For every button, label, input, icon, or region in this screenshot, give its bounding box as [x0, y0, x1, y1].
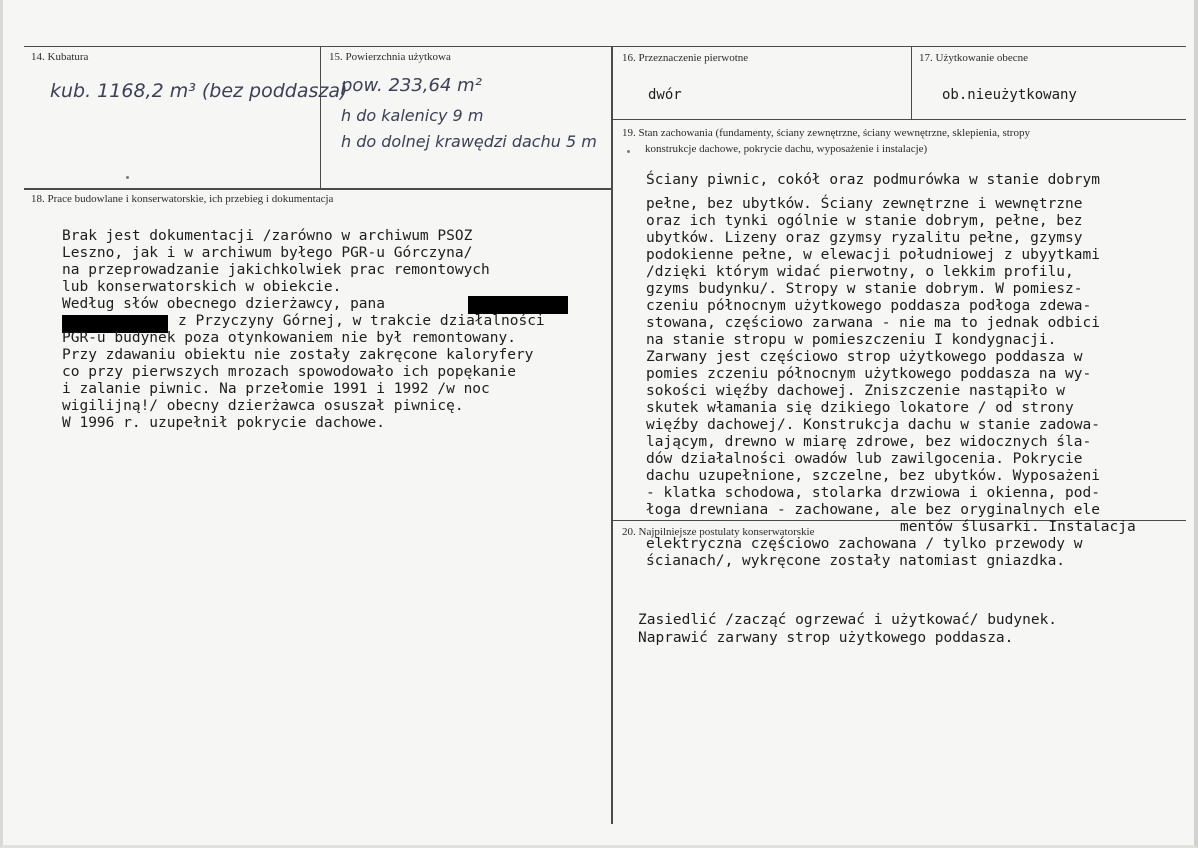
stan-line-4: ubytków. Lizeny oraz gzymsy ryzalitu pełne, gzymsy	[646, 230, 1083, 246]
stan-line-11: Zarwany jest częściowo strop użytkowego poddasza w	[646, 349, 1083, 365]
field-19-label-line1: 19. Stan zachowania (fundamenty, ściany zewnętrzne, ściany wewnętrzne, sklepienia, stropy	[622, 127, 1030, 139]
stan-line-23: ścianach/, wykręcone zostały natomiast gniazdka.	[646, 553, 1066, 569]
stan-line-7: gzyms budynku/. Stropy w stanie dobrym. W pomiesz-	[646, 281, 1083, 297]
rule-top	[24, 46, 1186, 47]
prace-line-6: z Przyczyny Górnej, w trakcie działalności	[178, 313, 545, 329]
paper-speck	[126, 176, 129, 179]
stan-line-17: dów działalności owadów lub zawilgocenia. Pokrycie	[646, 451, 1083, 467]
stan-line-2: pełne, bez ubytków. Ściany zewnętrzne i wewnętrzne	[646, 196, 1083, 212]
uzytkowanie-value: ob.nieużytkowany	[942, 87, 1077, 103]
stan-line-5: podokienne pełne, w elewacji południowej z ubyytkami	[646, 247, 1100, 263]
prace-line-3: na przeprowadzanie jakichkolwiek prac remontowych	[62, 262, 490, 278]
kubatura-value: kub. 1168,2 m³ (bez poddasza)	[50, 80, 348, 102]
powierzchnia-line-3: h do dolnej krawędzi dachu 5 m	[341, 132, 597, 151]
przeznaczenie-value: dwór	[648, 87, 682, 103]
stan-line-12: pomies zczeniu północnym użytkowego poddasza na wy-	[646, 366, 1092, 382]
stan-line-1: Ściany piwnic, cokół oraz podmurówka w stanie dobrym	[646, 172, 1100, 188]
prace-line-8: Przy zdawaniu obiektu nie zostały zakręcone kaloryfery	[62, 347, 534, 363]
stan-line-18: dachu uzupełnione, szczelne, bez ubytków. Wyposażeni	[646, 468, 1100, 484]
stan-line-16: lającym, drewno w miarę zdrowe, bez widocznych śla-	[646, 434, 1092, 450]
stan-line-3: oraz ich tynki ogólnie w stanie dobrym, pełne, bez	[646, 213, 1083, 229]
prace-line-1: Brak jest dokumentacji /zarówno w archiwum PSOZ	[62, 228, 473, 244]
powierzchnia-line-1: pow. 233,64 m²	[341, 75, 482, 96]
rule-below-16-17	[612, 119, 1186, 120]
prace-line-12: W 1996 r. uzupełnił pokrycie dachowe.	[62, 415, 386, 431]
stan-line-22: elektryczna częściowo zachowana / tylko przewody w	[646, 536, 1083, 552]
stan-line-14: skutek włamania się dzikiego lokatore / od strony	[646, 400, 1074, 416]
field-19-label-line2: konstrukcje dachowe, pokrycie dachu, wyposażenie i instalacje)	[645, 143, 928, 155]
stan-line-15: więźby dachowej/. Konstrukcja dachu w stanie zadowa-	[646, 417, 1100, 433]
stan-line-21: mentów ślusarki. Instalacja	[900, 519, 1136, 535]
prace-line-5: Według słów obecnego dzierżawcy, pana	[62, 296, 386, 312]
field-15-label: 15. Powierzchnia użytkowa	[329, 51, 451, 63]
stan-line-9: stowana, częściowo zarwana - nie ma to jednak odbici	[646, 315, 1100, 331]
rule-divider-14-15	[320, 46, 321, 188]
field-14-label: 14. Kubatura	[31, 51, 89, 63]
powierzchnia-line-2: h do kalenicy 9 m	[341, 106, 484, 125]
field-18-label: 18. Prace budowlane i konserwatorskie, ich przebieg i dokumentacja	[31, 193, 334, 205]
prace-line-2: Leszno, jak i w archiwum byłego PGR-u Górczyna/	[62, 245, 473, 261]
prace-line-4: lub konserwatorskich w obiekcie.	[62, 279, 342, 295]
stan-line-19: - klatka schodowa, stolarka drzwiowa i okienna, pod-	[646, 485, 1100, 501]
stan-line-13: sokości więźby dachowej. Zniszczenie nastąpiło w	[646, 383, 1066, 399]
prace-line-11: wigilijną!/ obecny dzierżawca osuszał piwnicę.	[62, 398, 464, 414]
paper-speck	[627, 150, 630, 153]
stan-line-8: czeniu północnym użytkowego poddasza podłoga zdewa-	[646, 298, 1092, 314]
rule-center-vertical	[611, 46, 613, 824]
stan-line-6: /dzięki którym widać pierwotny, o lekkim profilu,	[646, 264, 1074, 280]
rule-below-14-15	[24, 188, 612, 190]
postulaty-line-1: Zasiedlić /zacząć ogrzewać i użytkować/ budynek.	[638, 612, 1058, 628]
field-16-label: 16. Przeznaczenie pierwotne	[622, 52, 749, 64]
rule-divider-16-17	[911, 46, 912, 119]
prace-line-7: PGR-u budynek poza otynkowaniem nie był remontowany.	[62, 330, 516, 346]
field-20-label: 20. Najpilniejsze postulaty konserwatorskie	[622, 526, 815, 538]
stan-line-10: na stanie stropu w pomieszczeniu I kondygnacji.	[646, 332, 1057, 348]
postulaty-line-2: Naprawić zarwany strop użytkowego poddasza.	[638, 630, 1014, 646]
prace-line-9: co przy pierwszych mrozach spowodowało ich popękanie	[62, 364, 516, 380]
stan-line-20: łoga drewniana - zachowane, ale bez oryginalnych ele	[646, 502, 1100, 518]
field-17-label: 17. Użytkowanie obecne	[919, 52, 1029, 64]
prace-line-10: i zalanie piwnic. Na przełomie 1991 i 1992 /w noc	[62, 381, 490, 397]
redaction-bar-1	[468, 296, 568, 314]
